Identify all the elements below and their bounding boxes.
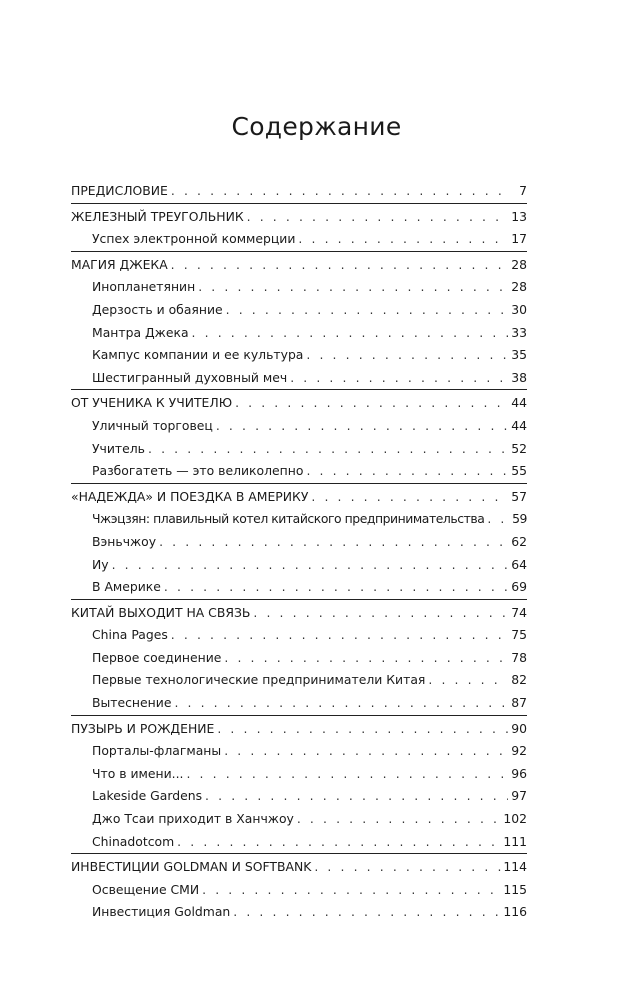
page-number: 90: [511, 720, 527, 736]
section-title: Учитель: [92, 440, 145, 456]
dot-leader: [428, 669, 508, 692]
toc-section-row[interactable]: [71, 740, 527, 763]
page-number: 116: [503, 904, 527, 920]
toc-section-row[interactable]: [71, 531, 527, 554]
toc-chapter: [71, 389, 527, 482]
dot-leader: [216, 415, 508, 438]
page-number: 92: [511, 743, 527, 759]
dot-leader: [306, 460, 508, 483]
toc-chapter: [71, 180, 527, 203]
section-title: Порталы-флагманы: [92, 743, 222, 759]
toc-section-row[interactable]: [71, 344, 527, 367]
dot-leader: [198, 276, 508, 299]
section-title: Джо Тсаи приходит в Ханчжоу: [92, 811, 294, 827]
section-title: Кампус компании и ее культура: [92, 347, 304, 363]
dot-leader: [186, 763, 508, 786]
section-title: Первые технологические предприниматели Китая: [92, 672, 426, 688]
page-number: 44: [511, 417, 527, 433]
page-number: 59: [512, 511, 527, 527]
page-number: 38: [511, 369, 527, 385]
section-title: Что в имени...: [92, 765, 184, 781]
page-number: 75: [511, 627, 527, 643]
toc-section-row[interactable]: [71, 669, 527, 692]
page-number: 35: [511, 347, 527, 363]
section-title: Lakeside Gardens: [92, 788, 203, 804]
section-title: Иу: [92, 556, 109, 572]
page-number: 7: [519, 183, 527, 198]
chapter-title: ПРЕДИСЛОВИЕ: [71, 183, 168, 198]
page-number: 102: [503, 811, 527, 827]
toc-chapter-row[interactable]: [71, 856, 527, 879]
dot-leader: [174, 692, 508, 715]
toc-section-row[interactable]: [71, 508, 527, 531]
dot-leader: [311, 486, 508, 509]
dot-leader: [224, 740, 508, 763]
toc-section-row[interactable]: [71, 624, 527, 647]
section-title: Chinadotcom: [92, 833, 175, 849]
toc-chapter: [71, 599, 527, 715]
dot-leader: [297, 808, 502, 831]
toc-section-row[interactable]: [71, 647, 527, 670]
page-number: 28: [511, 256, 527, 272]
toc-section-row[interactable]: [71, 367, 527, 390]
dot-leader: [253, 602, 508, 625]
dot-leader: [148, 438, 508, 461]
toc-chapter-row[interactable]: [71, 718, 527, 741]
section-title: Освещение СМИ: [92, 881, 200, 897]
toc-chapter: [71, 853, 527, 924]
page-number: 52: [511, 440, 527, 456]
dot-leader: [192, 322, 509, 345]
dot-leader: [235, 392, 508, 415]
dot-leader: [247, 206, 509, 229]
table-of-contents: [71, 180, 527, 924]
chapter-title: ЖЕЛЕЗНЫЙ ТРЕУГОЛЬНИК: [71, 208, 244, 224]
section-title: Чжэцзян: плавильный котел китайского предпринимательства: [92, 511, 485, 527]
toc-chapter: [71, 251, 527, 390]
section-title: Инвестиция Goldman: [92, 904, 231, 920]
dot-leader: [112, 554, 509, 577]
dot-leader: [233, 901, 502, 924]
dot-leader: [205, 785, 508, 808]
page-number: 96: [511, 765, 527, 781]
dot-leader: [314, 856, 502, 879]
section-title: Разбогатеть — это великолепно: [92, 463, 304, 479]
toc-chapter-row[interactable]: [71, 392, 527, 415]
toc-chapter-row[interactable]: [71, 602, 527, 625]
section-title: Дерзость и обаяние: [92, 301, 223, 317]
page-number: 64: [511, 556, 527, 572]
toc-section-row[interactable]: [71, 322, 527, 345]
section-title: Первое соединение: [92, 649, 222, 665]
section-title: Инопланетянин: [92, 279, 196, 295]
toc-section-row[interactable]: [71, 785, 527, 808]
page-number: 74: [511, 604, 527, 620]
page-number: 17: [511, 231, 527, 247]
toc-section-row[interactable]: [71, 415, 527, 438]
toc-chapter: [71, 715, 527, 854]
dot-leader: [224, 647, 508, 670]
page-number: 78: [511, 649, 527, 665]
toc-section-row[interactable]: [71, 692, 527, 715]
page-number: 97: [511, 788, 527, 804]
page-number: 57: [511, 488, 527, 504]
section-title: Успех электронной коммерции: [92, 231, 296, 247]
section-title: Уличный торговец: [92, 417, 213, 433]
toc-section-row[interactable]: [71, 879, 527, 902]
dot-leader: [306, 344, 508, 367]
dot-leader: [226, 299, 509, 322]
chapter-title: КИТАЙ ВЫХОДИТ НА СВЯЗЬ: [71, 604, 251, 620]
page-number: 114: [503, 859, 527, 875]
toc-section-row[interactable]: [71, 228, 527, 251]
toc-section-row[interactable]: [71, 576, 527, 599]
page-number: 87: [511, 695, 527, 711]
page-number: 62: [511, 533, 527, 549]
section-title: Вытеснение: [92, 695, 172, 711]
dot-leader: [171, 254, 509, 277]
toc-section-row[interactable]: [71, 276, 527, 299]
chapter-title: МАГИЯ ДЖЕКА: [71, 256, 168, 272]
page-number: 115: [503, 881, 527, 897]
toc-chapter-row[interactable]: [71, 206, 527, 229]
dot-leader: [159, 531, 508, 554]
chapter-title: ПУЗЫРЬ И РОЖДЕНИЕ: [71, 720, 215, 736]
dot-leader: [217, 718, 508, 741]
section-title: Мантра Джека: [92, 324, 189, 340]
toc-section-row[interactable]: [71, 763, 527, 786]
section-title: China Pages: [92, 627, 168, 643]
toc-section-row[interactable]: [71, 808, 527, 831]
chapter-title: ОТ УЧЕНИКА К УЧИТЕЛЮ: [71, 395, 233, 411]
chapter-title: «НАДЕЖДА» И ПОЕЗДКА В АМЕРИКУ: [71, 488, 309, 504]
toc-section-row[interactable]: [71, 460, 527, 483]
toc-chapter-row[interactable]: [71, 254, 527, 277]
toc-chapter-row[interactable]: [71, 180, 527, 203]
page-number: 69: [511, 579, 527, 595]
page-number: 111: [503, 833, 527, 849]
page-number: 44: [511, 395, 527, 411]
dot-leader: [487, 508, 509, 531]
chapter-title: ИНВЕСТИЦИИ GOLDMAN И SOFTBANK: [71, 859, 312, 875]
page-number: 30: [511, 301, 527, 317]
dot-leader: [164, 576, 508, 599]
section-title: Вэньчжоу: [92, 533, 157, 549]
page-number: 55: [511, 463, 527, 479]
section-title: В Америке: [92, 579, 161, 595]
dot-leader: [177, 831, 502, 854]
toc-section-row[interactable]: [71, 831, 527, 854]
section-title: Шестигранный духовный меч: [92, 369, 288, 385]
page-number: 13: [511, 208, 527, 224]
page-title: Содержание: [231, 112, 402, 141]
dot-leader: [290, 367, 508, 390]
toc-section-row[interactable]: [71, 554, 527, 577]
dot-leader: [298, 228, 508, 251]
toc-section-row[interactable]: [71, 438, 527, 461]
page-number: 33: [511, 324, 527, 340]
dot-leader: [171, 180, 510, 203]
toc-chapter: [71, 483, 527, 599]
page-number: 82: [511, 672, 527, 688]
page-number: 28: [511, 279, 527, 295]
toc-section-row[interactable]: [71, 901, 527, 924]
toc-section-row[interactable]: [71, 299, 527, 322]
toc-chapter: [71, 203, 527, 251]
toc-chapter-row[interactable]: [71, 486, 527, 509]
dot-leader: [171, 624, 508, 647]
dot-leader: [202, 879, 502, 902]
